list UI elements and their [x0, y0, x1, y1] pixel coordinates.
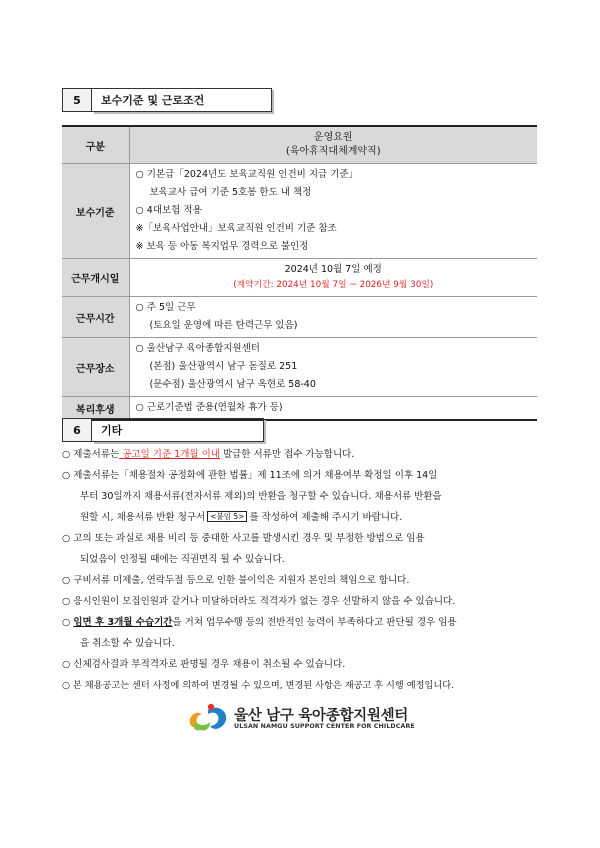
note-item: ○ 구비서류 미제출, 연락두절 등으로 인한 불이익은 지원자 본인의 책임으로 합니다. [62, 575, 410, 586]
salary-line: ○ 4대보험 적용 [135, 205, 202, 216]
note-item [62, 612, 542, 633]
note-item: ○ 신체검사결과 부적격자로 판명될 경우 채용이 취소될 수 있습니다. [62, 659, 346, 670]
row-label-start-date: 근무개시일 [62, 259, 129, 297]
work-place-line: (문수점) 울산광역시 남구 옥현로 58-40 [149, 379, 316, 390]
logo-name: 울산 남구 육아종합지원센터 [234, 708, 408, 724]
section-5-number: 5 [62, 88, 92, 112]
row-label-welfare: 복리후생 [62, 397, 129, 421]
salary-line: ○ 기본급「2024년도 보육교직원 인건비 지급 기준」 [135, 169, 359, 180]
note-highlight: 공고일 기준 1개월 이내 [119, 449, 220, 460]
row-content-salary [129, 164, 537, 259]
table-row-work-hours [62, 297, 537, 338]
note-item-cont: 을 취소할 수 있습니다. [80, 638, 175, 649]
work-place-line: (본점) 울산광역시 남구 돋질로 251 [149, 361, 298, 372]
salary-line: 보육교사 급여 기준 5호봉 한도 내 책정 [149, 187, 312, 198]
header-position [129, 126, 537, 164]
salary-line: ※ 보육 등 아동 복지업무 경력으로 불인정 [135, 241, 309, 252]
note-item [62, 444, 542, 465]
row-label-work-place: 근무장소 [62, 338, 129, 397]
section-6-header [62, 418, 264, 442]
table-row-work-place [62, 338, 537, 397]
row-label-work-hours: 근무시간 [62, 297, 129, 338]
note-item: ○ 고의 또는 과실로 채용 비리 등 중대한 사고를 발생시킨 경우 및 부정한 방법으로 임용 [62, 533, 425, 544]
section-5-title: 보수기준 및 근로조건 [92, 88, 272, 112]
logo-mark-icon [186, 702, 232, 736]
row-content-start-date [129, 259, 537, 297]
note-text: 을 거쳐 업무수행 등의 전반적인 능력이 부족하다고 판단될 경우 임용 [172, 617, 457, 628]
work-hours-line: ○ 주 5일 근무 [135, 302, 196, 313]
note-text: 발급한 서류만 접수 가능합니다. [219, 449, 355, 460]
welfare-line: ○ 근로기준법 준용(연월차 휴가 등) [135, 402, 283, 413]
note-item-cont: 되었음이 인정될 때에는 직권면직 될 수 있습니다. [80, 554, 285, 565]
note-item-cont [62, 507, 542, 528]
header-label: 구분 [62, 126, 129, 164]
row-content-work-place [129, 338, 537, 397]
center-logo [186, 702, 426, 736]
table-row-salary [62, 164, 537, 259]
note-item: ○ 본 채용공고는 센터 사정에 의하여 변경될 수 있으며, 변경된 사항은 재공고 후 시행 예정입니다. [62, 680, 454, 691]
section-6-title: 기타 [92, 418, 264, 442]
working-conditions-table [62, 125, 537, 421]
notes-list [62, 444, 542, 696]
row-label-salary: 보수기준 [62, 164, 129, 259]
header-position-subtitle: (육아휴직대체계약직) [285, 146, 381, 157]
salary-line: ※「보육사업안내」보육교직원 인건비 기준 참조 [135, 223, 337, 234]
work-place-line: ○ 울산남구 육아종합지원센터 [135, 343, 260, 354]
table-row-welfare [62, 397, 537, 421]
table-row-start-date [62, 259, 537, 297]
section-6-number: 6 [62, 418, 92, 442]
attachment-tag: <붙임 5> [207, 511, 247, 522]
header-position-title: 운영요원 [313, 132, 353, 143]
work-hours-line: (토요일 운영에 따른 탄력근무 있음) [149, 320, 298, 331]
note-text: 를 작성하여 제출해 주시기 바랍니다. [249, 512, 403, 523]
row-content-welfare [129, 397, 537, 421]
contract-period: (계약기간: 2024년 10월 7일 ~ 2026년 9월 30일) [233, 280, 434, 290]
section-5-header [62, 88, 272, 112]
note-item: ○ 응시인원이 모집인원과 같거나 미달하더라도 적격자가 없는 경우 선발하지 않을 수 있습니다. [62, 596, 456, 607]
note-bold: 임면 후 3개월 수습기간 [73, 617, 173, 628]
note-text: 원할 시, 채용서류 반환 청구서 [80, 512, 206, 523]
note-text: ○ [62, 617, 74, 628]
row-content-work-hours [129, 297, 537, 338]
logo-subtitle: ULSAN NAMGU SUPPORT CENTER FOR CHILDCARE [234, 723, 415, 730]
note-text: ○ 제출서류는 [62, 449, 120, 460]
table-header-row [62, 126, 537, 164]
note-item: ○ 제출서류는「채용절차 공정화에 관한 법률」제 11조에 의거 채용여부 확정일 이후 14일 [62, 470, 438, 481]
start-date: 2024년 10월 7일 예정 [284, 264, 382, 275]
note-item-cont: 부터 30일까지 채용서류(전자서류 제외)의 반환을 청구할 수 있습니다. 채용서류 반환을 [80, 491, 442, 502]
